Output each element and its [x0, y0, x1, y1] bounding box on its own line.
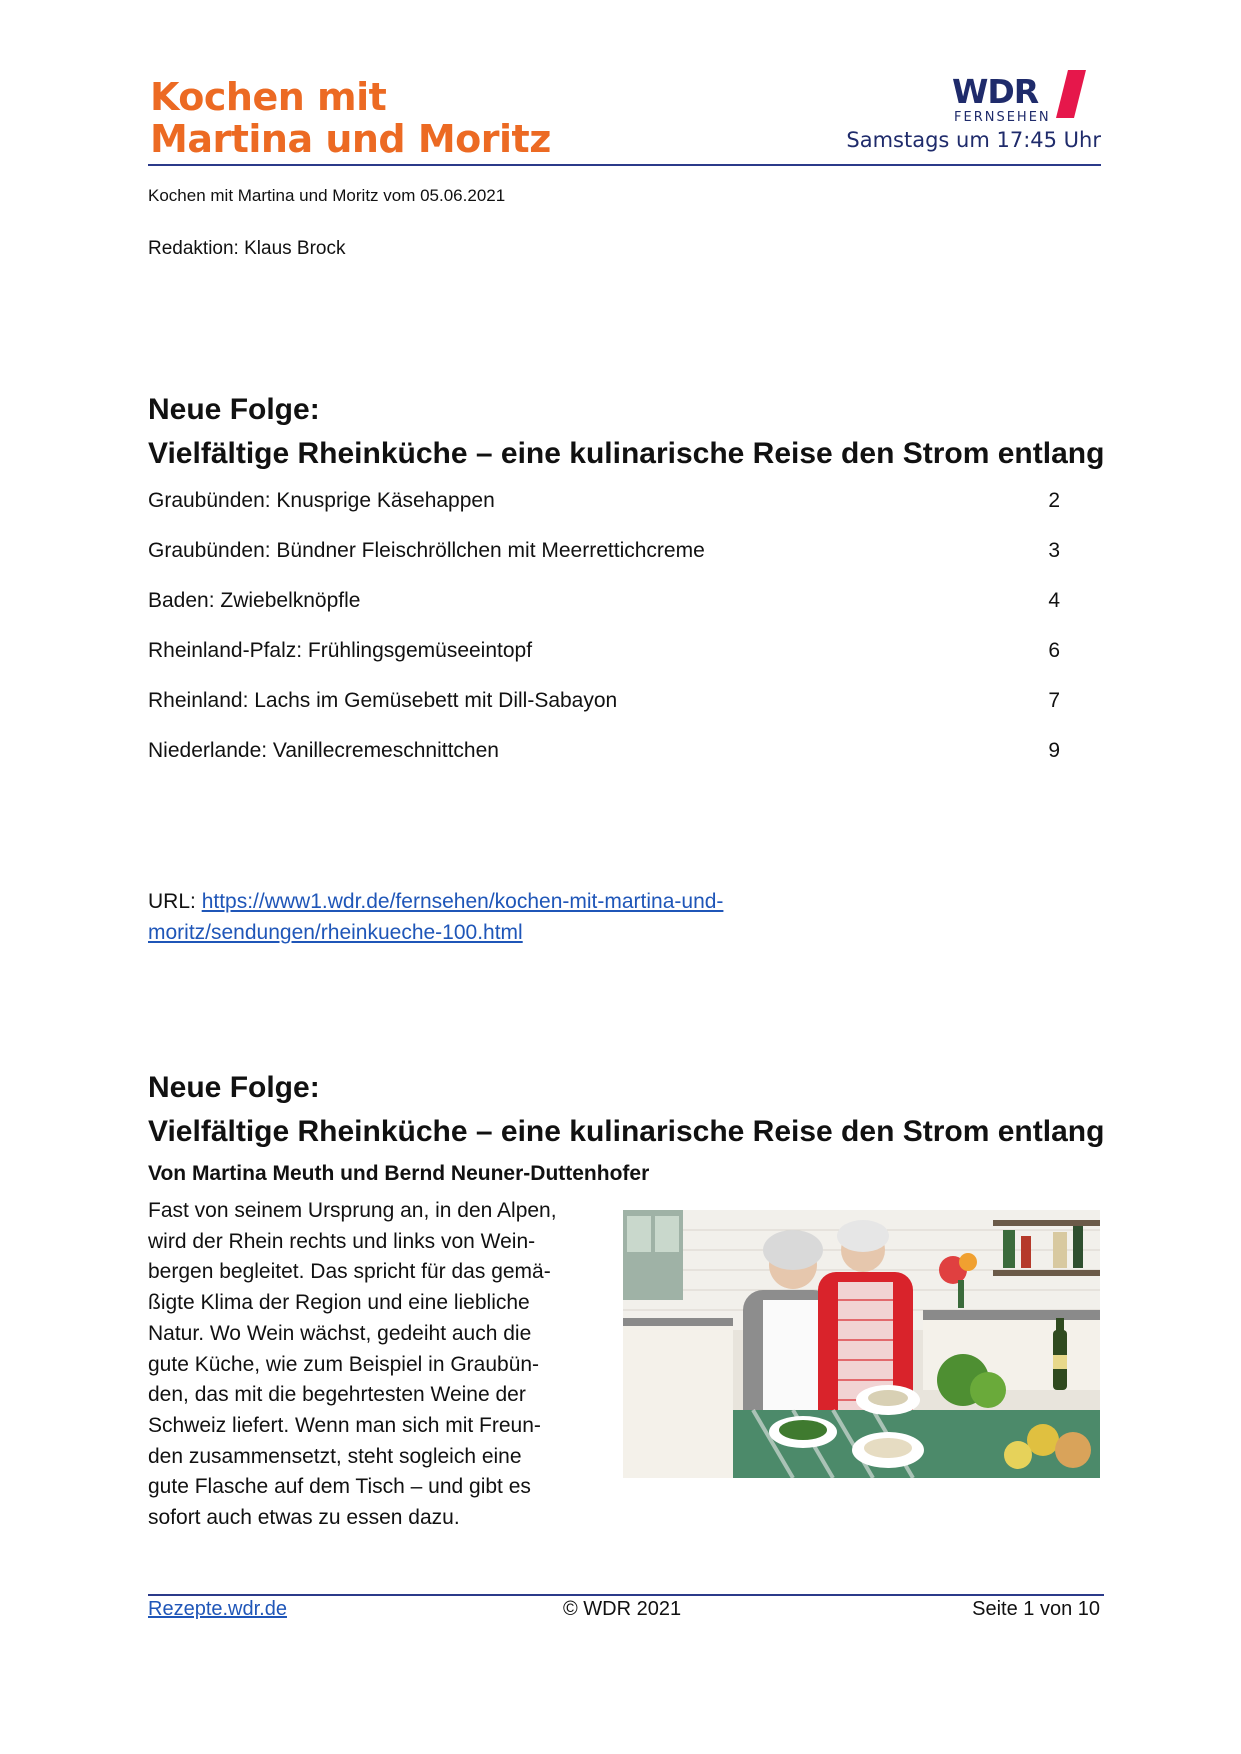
toc-item-page: 9 [1048, 739, 1060, 762]
chefs-kitchen-photo [623, 1210, 1100, 1478]
episode-url-link[interactable]: https://www1.wdr.de/fernsehen/kochen-mit-martina-und- moritz/sendungen/rheinkueche-100.html [148, 890, 724, 944]
toc-item[interactable] [148, 528, 1060, 578]
toc-item[interactable] [148, 478, 1060, 528]
toc-item-page: 3 [1048, 539, 1060, 562]
toc-item-title: Rheinland: Lachs im Gemüsebett mit Dill-Sabayon [148, 689, 618, 712]
toc-item[interactable] [148, 578, 1060, 628]
toc-item-title: Graubünden: Bündner Fleischröllchen mit Meerrettichcreme [148, 539, 705, 562]
toc-item-page: 4 [1048, 589, 1060, 612]
author-byline: Von Martina Meuth und Bernd Neuner-Duttenhofer [148, 1162, 650, 1185]
section-heading [148, 388, 1104, 476]
airtime-label: Samstags um 17:45 Uhr [846, 128, 1101, 152]
table-of-contents [148, 478, 1060, 778]
section-heading [148, 1066, 1104, 1154]
wdr-logo-subtitle: FERNSEHEN [954, 110, 1051, 125]
footer-page-number: Seite 1 von 10 [972, 1598, 1100, 1620]
section-label: Neue Folge: [148, 393, 320, 426]
toc-item-page: 7 [1048, 689, 1060, 712]
section-label: Neue Folge: [148, 1071, 320, 1104]
toc-item-page: 6 [1048, 639, 1060, 662]
intro-paragraph: Fast von seinem Ursprung an, in den Alpen, wird der Rhein rechts und links von Wein- bergen begleitet. Das spricht für das gemä- ßigte Klima der Region und eine liebliche Natur. Wo Wein wächst, gedeiht auch die gute Küche, wie zum Beispiel in Graubün- den, das mit die begehrtesten Weine der Schweiz liefert. Wenn man sich mit Freun- den zusammensetzt, steht sogleich eine gute Flasche auf dem Tisch – und gibt es sofort auch etwas zu essen dazu. [148, 1199, 557, 1530]
toc-item[interactable] [148, 678, 1060, 728]
toc-item-title: Niederlande: Vanillecremeschnittchen [148, 739, 499, 762]
wdr-logo-slash-icon [1056, 70, 1086, 118]
section-title: Vielfältige Rheinküche – eine kulinarische Reise den Strom entlang [148, 1115, 1105, 1148]
toc-item-title: Rheinland-Pfalz: Frühlingsgemüseeintopf [148, 639, 533, 662]
header-divider [148, 164, 1101, 166]
wdr-logo-text: WDR [952, 72, 1039, 111]
footer-copyright: © WDR 2021 [563, 1598, 682, 1620]
footer-site-link[interactable]: Rezepte.wdr.de [148, 1598, 287, 1620]
show-brand-title [150, 76, 551, 160]
toc-item-title: Graubünden: Knusprige Käsehappen [148, 489, 495, 512]
wdr-logo [952, 70, 1102, 125]
toc-item[interactable] [148, 628, 1060, 678]
toc-item-title: Baden: Zwiebelknöpfle [148, 589, 361, 612]
editor-line: Redaktion: Klaus Brock [148, 238, 346, 259]
footer-divider [148, 1594, 1104, 1596]
brand-line-2: Martina und Moritz [150, 117, 551, 161]
episode-date-line: Kochen mit Martina und Moritz vom 05.06.2021 [148, 186, 506, 205]
section-title: Vielfältige Rheinküche – eine kulinarische Reise den Strom entlang [148, 437, 1105, 470]
toc-item[interactable] [148, 728, 1060, 778]
url-block [148, 886, 868, 948]
brand-line-1: Kochen mit [150, 75, 387, 119]
url-label: URL: [148, 890, 202, 913]
toc-item-page: 2 [1048, 489, 1060, 512]
